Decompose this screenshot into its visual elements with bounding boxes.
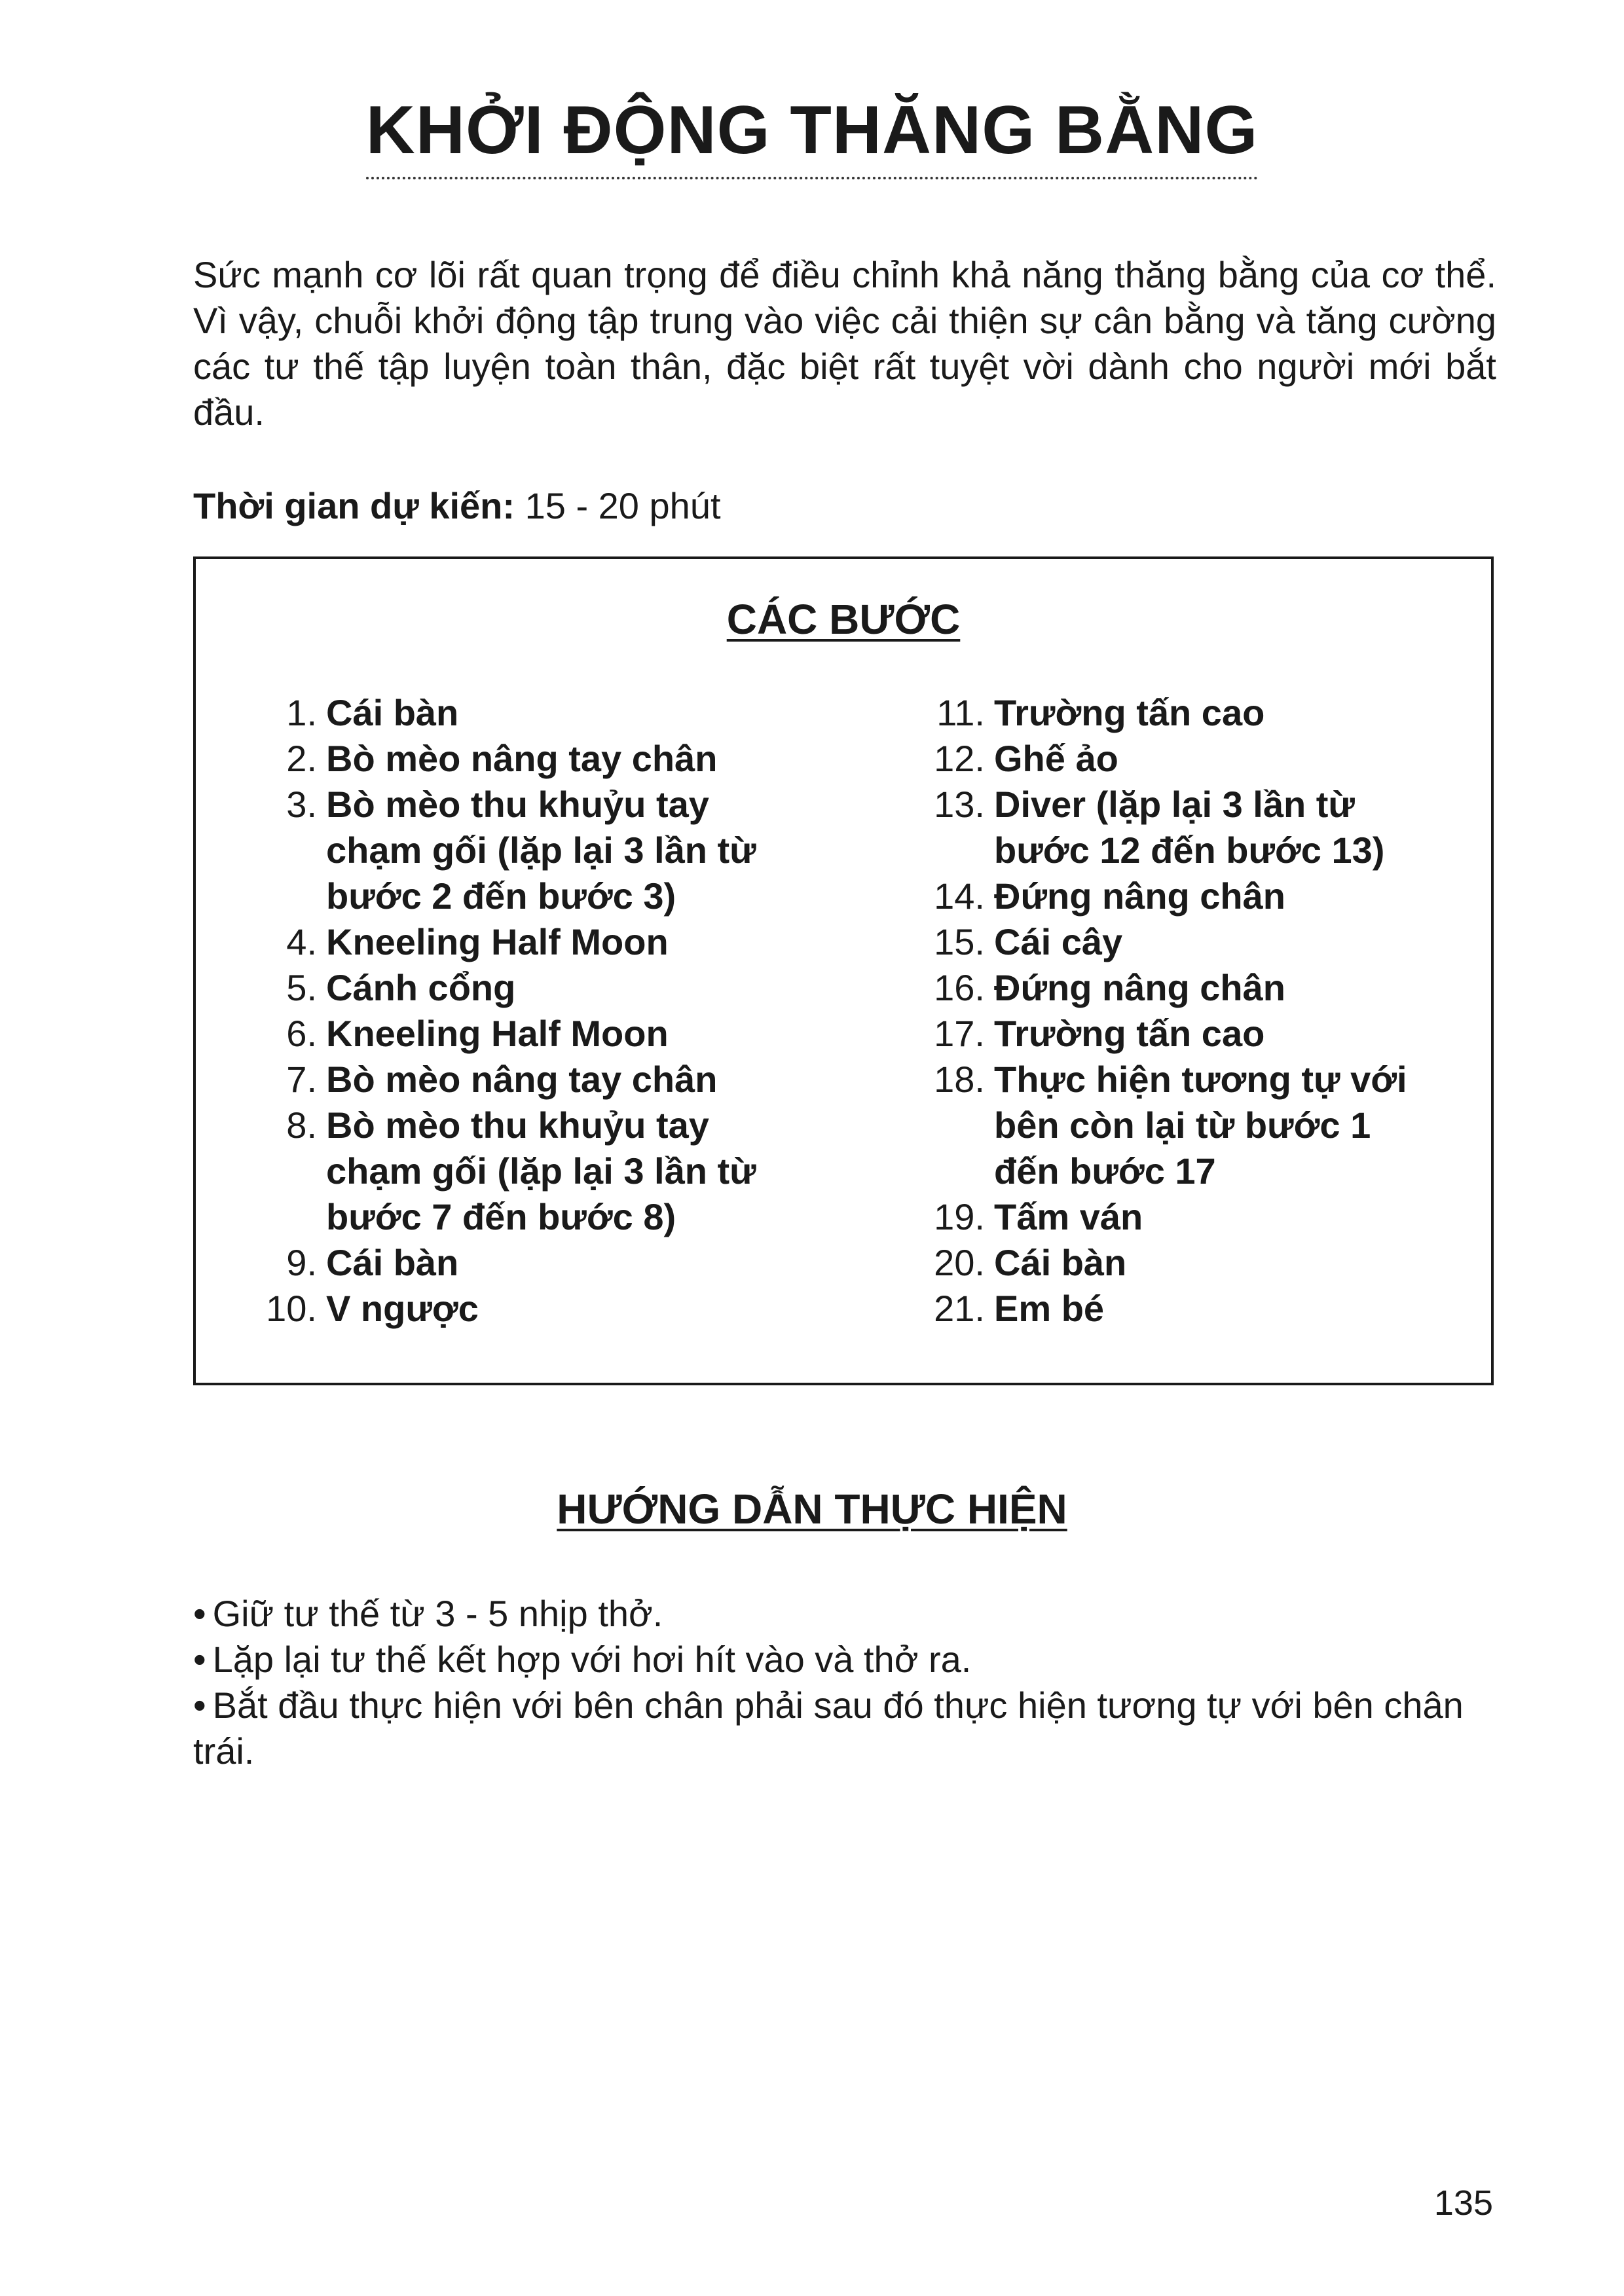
bullet-icon: • [193, 1639, 206, 1680]
step-item [906, 690, 1443, 736]
step-number: 8. [286, 1104, 317, 1146]
step-number: 2. [286, 738, 317, 779]
step-text: Cái bàn [326, 1242, 459, 1283]
guide-item-text: Bắt đầu thực hiện với bên chân phải sau đó thực hiện tương tự với bên chân trái. [193, 1685, 1464, 1772]
step-number: 14. [934, 875, 985, 917]
step-text: Bò mèo nâng tay chân [326, 738, 718, 779]
step-item [906, 1240, 1443, 1286]
step-item [906, 919, 1443, 965]
step-text: Diver (lặp lại 3 lần từ bước 12 đến bước 13) [994, 784, 1385, 871]
step-number: 7. [286, 1059, 317, 1100]
step-number: 4. [286, 921, 317, 962]
step-text: Trường tấn cao [994, 692, 1265, 733]
step-text: Kneeling Half Moon [326, 921, 669, 962]
page-number: 135 [1433, 2183, 1493, 2223]
step-item [906, 736, 1443, 782]
step-item [261, 1240, 838, 1286]
guide-title-text: HƯỚNG DẪN THỰC HIỆN [557, 1485, 1067, 1533]
step-number: 19. [934, 1196, 985, 1237]
bullet-icon: • [193, 1685, 206, 1726]
step-item [261, 782, 838, 919]
step-item [261, 919, 838, 965]
step-text: Em bé [994, 1288, 1105, 1329]
guide-item-text: Lặp lại tư thế kết hợp với hơi hít vào và thở ra. [212, 1639, 972, 1680]
step-number: 12. [934, 738, 985, 779]
step-number: 20. [934, 1242, 985, 1283]
steps-box [193, 556, 1494, 1385]
step-number: 17. [934, 1013, 985, 1054]
step-number: 6. [286, 1013, 317, 1054]
step-item [261, 1102, 838, 1240]
page-title: KHỞI ĐỘNG THĂNG BẰNG [366, 92, 1258, 179]
step-item [261, 965, 838, 1011]
guide-item [193, 1637, 1496, 1683]
step-number: 18. [934, 1059, 985, 1100]
step-text: Cánh cổng [326, 967, 516, 1008]
steps-title-text: CÁC BƯỚC [726, 596, 961, 643]
step-text: Đứng nâng chân [994, 967, 1285, 1008]
step-item [906, 1011, 1443, 1057]
step-text: Cái bàn [994, 1242, 1127, 1283]
duration-label: Thời gian dự kiến: [193, 485, 515, 526]
step-item [906, 873, 1443, 919]
step-item [906, 782, 1443, 873]
step-number: 3. [286, 784, 317, 825]
duration-line [193, 483, 721, 529]
step-number: 5. [286, 967, 317, 1008]
step-number: 13. [934, 784, 985, 825]
bullet-icon: • [193, 1593, 206, 1634]
step-item [261, 736, 838, 782]
step-text: V ngược [326, 1288, 479, 1329]
guide-item [193, 1683, 1496, 1774]
step-text: Tấm ván [994, 1196, 1143, 1237]
step-item [261, 1057, 838, 1102]
guide-item-text: Giữ tư thế từ 3 - 5 nhịp thở. [212, 1593, 663, 1634]
step-number: 15. [934, 921, 985, 962]
guide-item [193, 1591, 1496, 1637]
step-text: Thực hiện tương tự với bên còn lại từ bước 1 đến bước 17 [994, 1059, 1407, 1192]
step-text: Bò mèo thu khuỷu tay chạm gối (lặp lại 3 lần từ bước 7 đến bước 8) [326, 1104, 756, 1237]
step-number: 10. [266, 1288, 317, 1329]
duration-value: 15 - 20 phút [525, 485, 721, 526]
guide-list [193, 1591, 1496, 1774]
step-item [261, 1286, 838, 1332]
title-wrap [0, 92, 1624, 179]
step-text: Đứng nâng chân [994, 875, 1285, 917]
steps-list-left [261, 690, 838, 1332]
step-number: 9. [286, 1242, 317, 1283]
step-item [906, 1194, 1443, 1240]
step-number: 11. [936, 692, 985, 733]
step-text: Cái cây [994, 921, 1123, 962]
step-item [906, 1057, 1443, 1194]
step-item [261, 690, 838, 736]
step-text: Ghế ảo [994, 738, 1118, 779]
step-text: Trường tấn cao [994, 1013, 1265, 1054]
guide-title [0, 1483, 1624, 1535]
step-item [906, 965, 1443, 1011]
intro-paragraph: Sức mạnh cơ lõi rất quan trọng để điều chỉnh khả năng thăng bằng của cơ thể. Vì vậy, chuỗi khởi động tập trung vào việc cải thiện sự cân bằng và tăng cường các tư thế tập luyện toàn thân, đặc biệt rất tuyệt vời dành cho người mới bắt đầu. [193, 254, 1496, 433]
step-item [906, 1286, 1443, 1332]
step-number: 16. [934, 967, 985, 1008]
steps-title [196, 593, 1491, 646]
step-text: Cái bàn [326, 692, 459, 733]
step-text: Bò mèo thu khuỷu tay chạm gối (lặp lại 3 lần từ bước 2 đến bước 3) [326, 784, 756, 917]
step-number: 1. [286, 692, 317, 733]
steps-list-right [906, 690, 1443, 1332]
step-item [261, 1011, 838, 1057]
step-text: Bò mèo nâng tay chân [326, 1059, 718, 1100]
step-number: 21. [934, 1288, 985, 1329]
step-text: Kneeling Half Moon [326, 1013, 669, 1054]
